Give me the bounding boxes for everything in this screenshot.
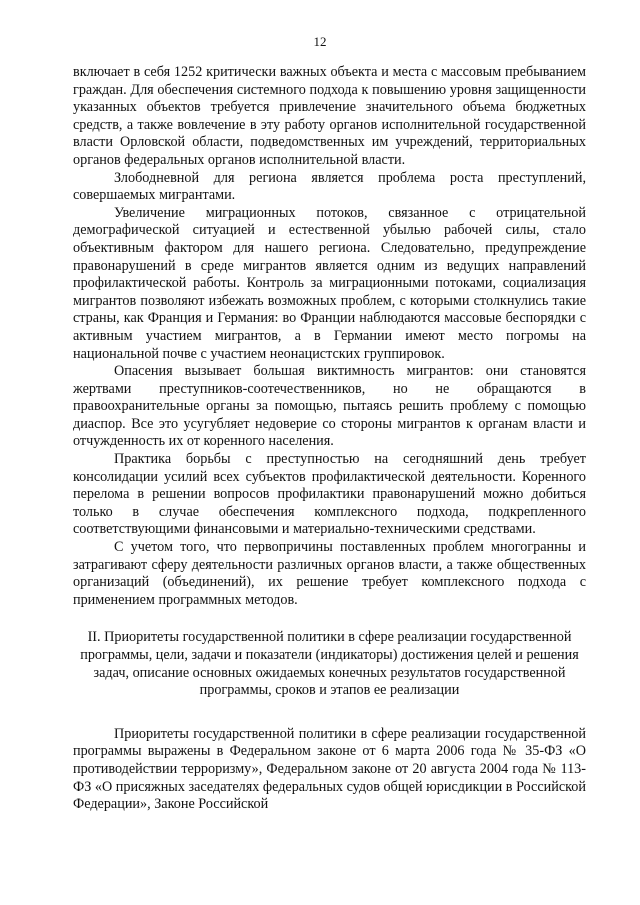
paragraph-critical-objects: включает в себя 1252 критически важных объекта и места с массовым пребыванием граждан. Для обеспечения системного подхода к повышению уровня защищенности указанных объектов требуется привлечение значительного объема бюджетных средств, а также вовлечение в эту работу органов исполнительной государственной власти Орловской области, подведомственных им учреждений, территориальных органов федеральных органов исполнительной власти.: [73, 64, 586, 168]
section-heading: II. Приоритеты государственной политики в сфере реализации государственной программы, цели, задачи и показатели (индикаторы) достижения целей и решения задач, описание основных ожидаемых конечных результатов государственной программы, сроков и этапов ее реализации: [80, 629, 579, 699]
paragraph-policy-priorities: Приоритеты государственной политики в сфере реализации государственной программы выражены в Федеральном законе от 6 марта 2006 года № 35-ФЗ «О противодействии терроризму», Федеральном законе от 20 августа 2004 года № 113-ФЗ «О присяжных заседателях федеральных судов общей юрисдикции в Российской Федерации», Законе Российской: [73, 725, 586, 813]
page-number: 12: [313, 34, 327, 49]
document-body: [73, 64, 586, 814]
paragraph-crime-fighting-practice: Практика борьбы с преступностью на сегодняшний день требует консолидации усилий всех субъектов профилактической деятельности. Коренного перелома в решении вопросов профилактики правонарушений можно добиться только в случае обеспечения комплексного подхода, подкрепленного соответствующими финансовыми и материально-техническими средствами.: [73, 451, 586, 538]
paragraph-migration-flows: Увеличение миграционных потоков, связанное с отрицательной демографической ситуацией и естественной убылью рабочей силы, стало объективным фактором для нашего региона. Следовательно, предупреждение правонарушений в среде мигрантов является одним из ведущих направлений профилактической работы. Контроль за миграционными потоками, социализация мигрантов позволяют избежать возможных проблем, с которыми столкнулись такие страны, как Франция и Германия: во Франции наблюдаются массовые беспорядки с активным участием мигрантов, а в Германии имеют место погромы на национальной почве с участием неонацистских группировок.: [73, 204, 586, 362]
paragraph-program-methods: С учетом того, что первопричины поставленных проблем многогранны и затрагивают сферу деятельности различных органов власти, а также общественных организаций (объединений), их решение требует комплексного подхода с применением программных методов.: [73, 539, 586, 608]
paragraph-victimization: Опасения вызывает большая виктимность мигрантов: они становятся жертвами преступников-соотечественников, но не обращаются в правоохранительные органы за помощью, пытаясь решить проблему с помощью диаспор. Все это усугубляет недоверие со стороны мигрантов к органам власти и отчужденность их от коренного населения.: [73, 363, 586, 450]
paragraph-migrant-crime: Злободневной для региона является проблема роста преступлений, совершаемых мигрантами.: [73, 169, 586, 204]
